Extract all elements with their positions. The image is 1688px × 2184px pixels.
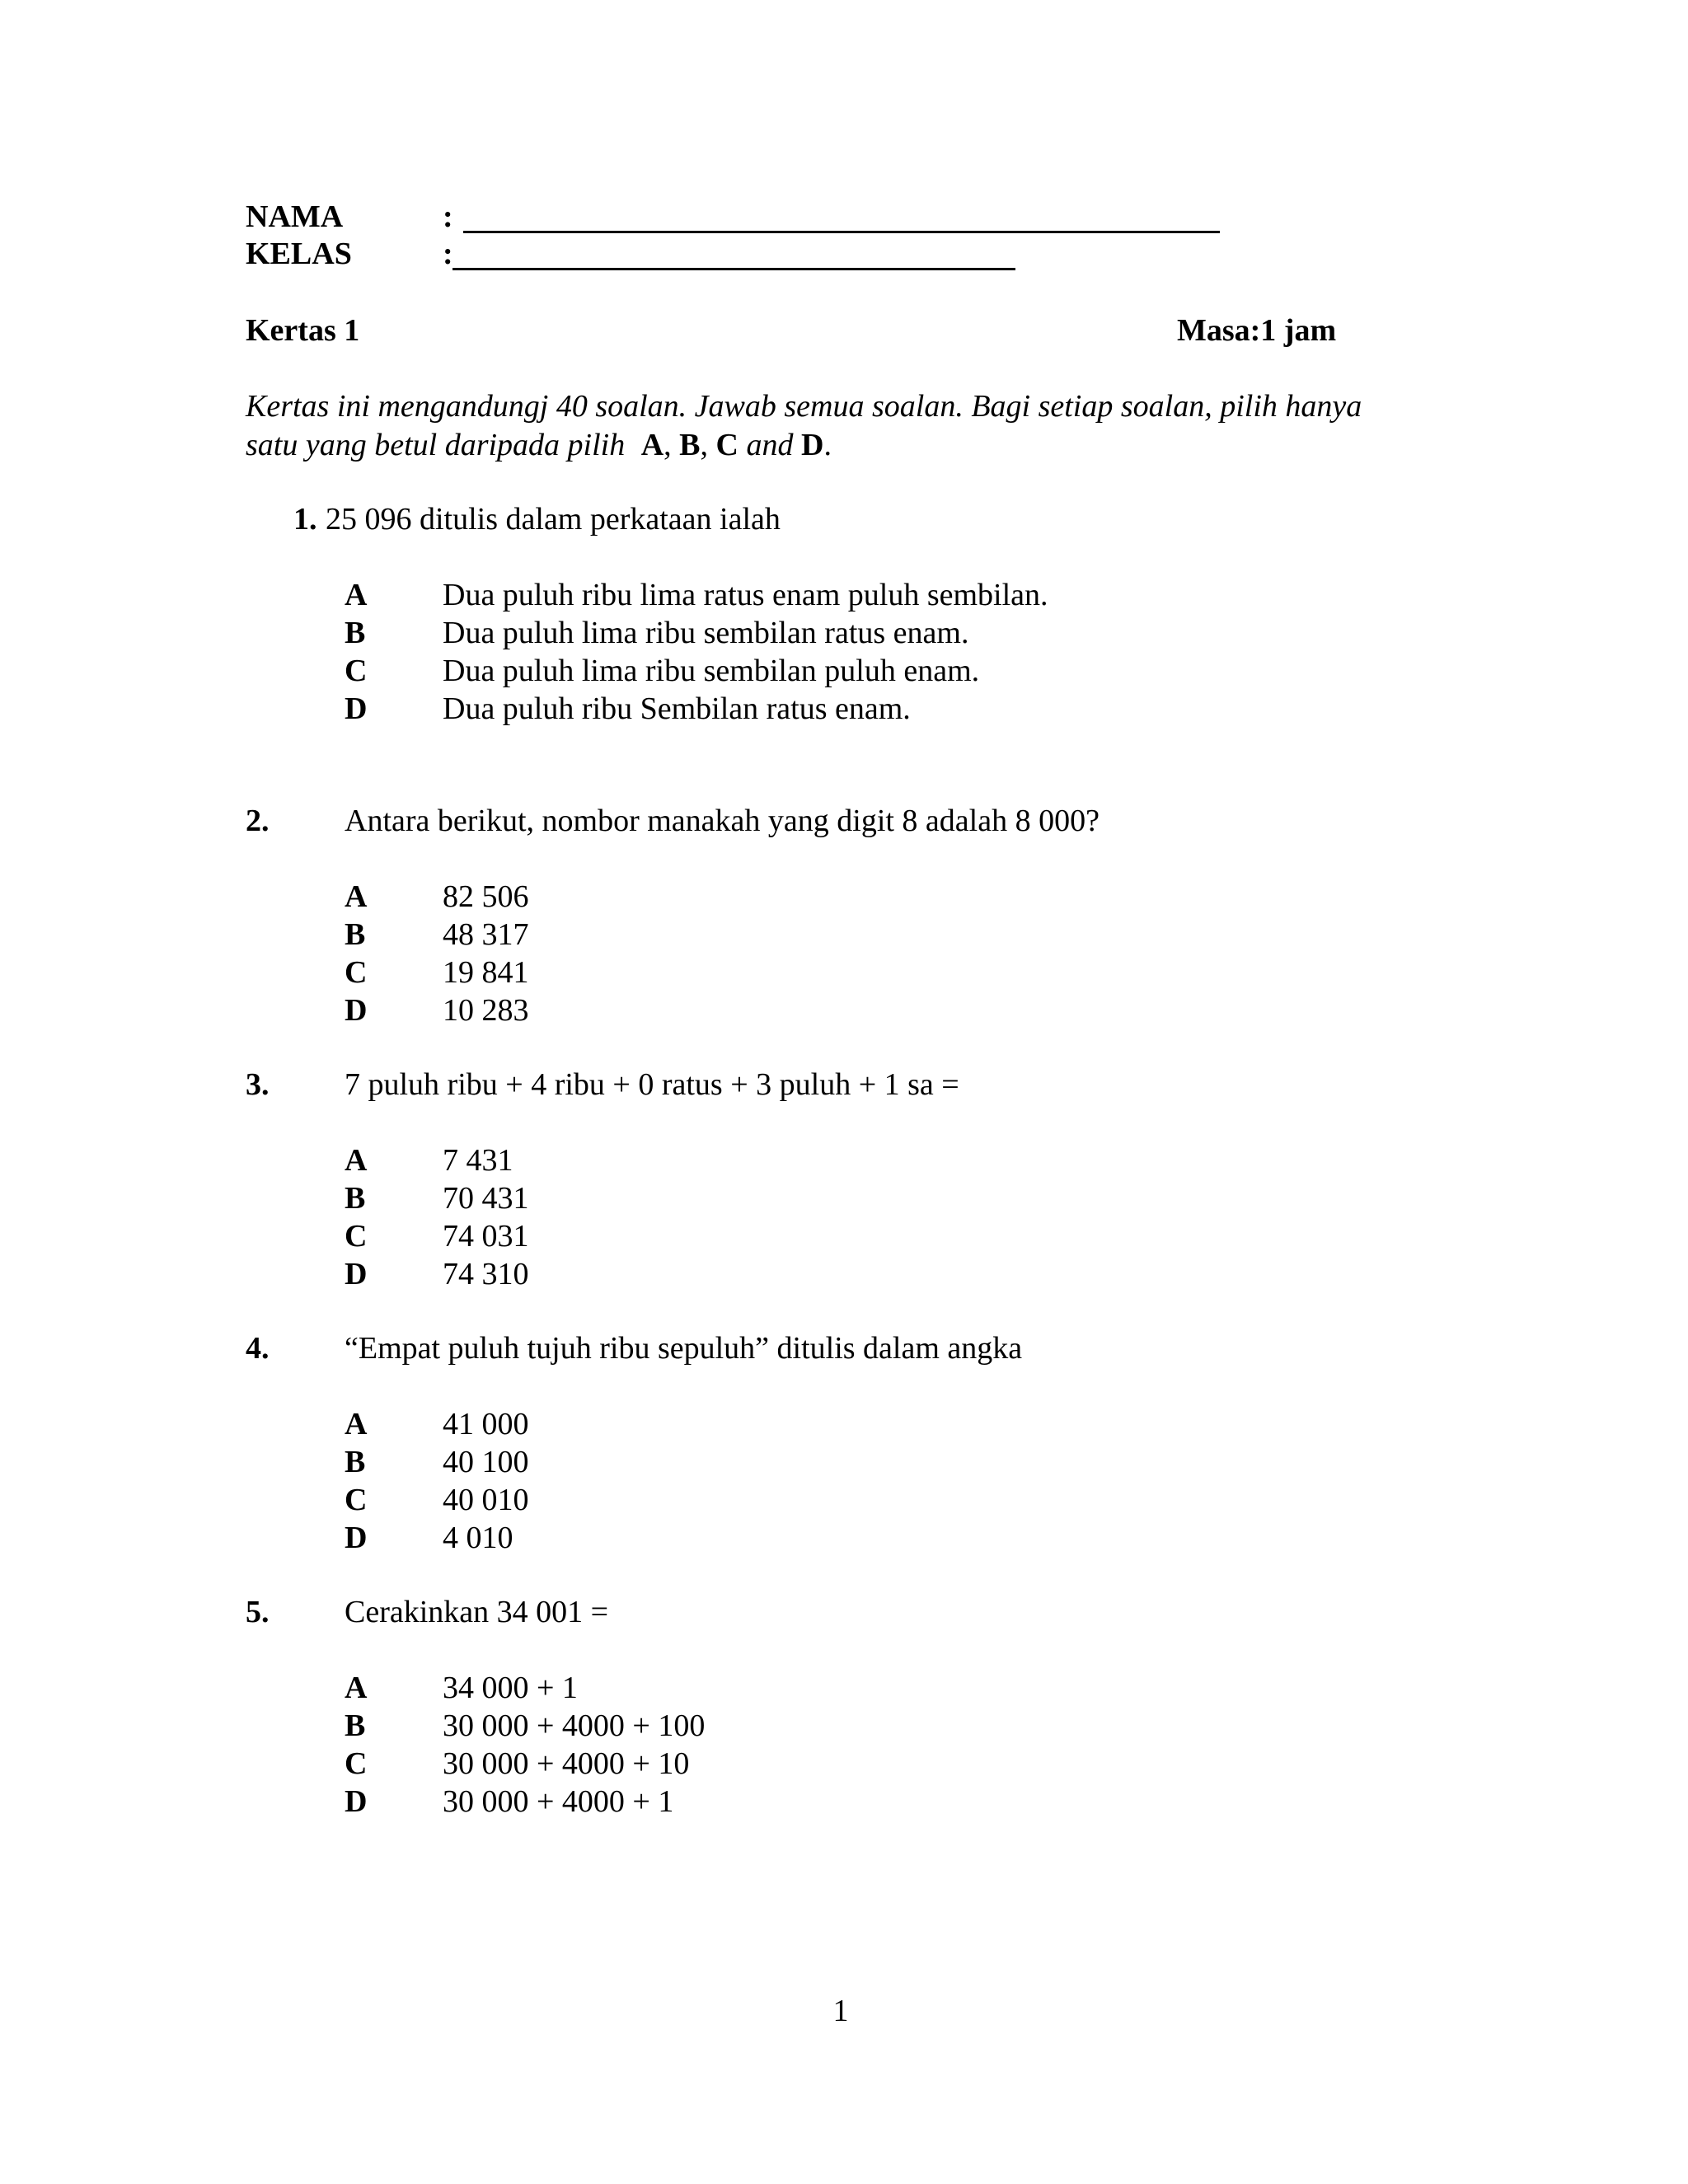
option-letter-a: A	[345, 1671, 368, 1705]
question-number: 4.	[246, 1331, 270, 1366]
option-text-d[interactable]: Dua puluh ribu Sembilan ratus enam.	[443, 691, 911, 726]
option-text-b[interactable]: Dua puluh lima ribu sembilan ratus enam.	[443, 616, 969, 650]
option-letter-d: D	[345, 1257, 368, 1291]
name-input-line[interactable]	[463, 231, 1220, 233]
option-text-c[interactable]: Dua puluh lima ribu sembilan puluh enam.	[443, 654, 980, 688]
instructions-prefix: satu yang betul daripada pilih	[246, 428, 626, 462]
option-letter-c: C	[345, 1219, 368, 1254]
question-text: Antara berikut, nombor manakah yang digit 8 adalah 8 000?	[345, 804, 1100, 838]
option-text-c[interactable]: 40 010	[443, 1483, 529, 1517]
option-letter-a: A	[345, 1143, 368, 1178]
paper-label: Kertas 1	[246, 313, 360, 348]
instructions-line-2	[246, 426, 832, 464]
option-letter-b: B	[345, 1708, 366, 1743]
option-letter-c: C	[345, 1746, 368, 1781]
option-text-b[interactable]: 70 431	[443, 1181, 529, 1216]
question-number: 2.	[246, 804, 270, 838]
instructions-option-d: D	[800, 428, 824, 462]
question-number: 5.	[246, 1595, 270, 1629]
option-letter-d: D	[345, 1521, 368, 1555]
page-number: 1	[832, 1994, 849, 2028]
option-letter-c: C	[345, 955, 368, 990]
instructions-period: .	[823, 428, 832, 462]
option-letter-a: A	[345, 578, 368, 612]
option-text-a[interactable]: 7 431	[443, 1143, 513, 1178]
option-letter-d: D	[345, 993, 368, 1028]
option-text-d[interactable]: 10 283	[443, 993, 529, 1028]
class-colon: :	[443, 237, 453, 271]
option-text-a[interactable]: Dua puluh ribu lima ratus enam puluh sembilan.	[443, 578, 1048, 612]
time-label: Masa:1 jam	[1177, 313, 1337, 348]
option-letter-d: D	[345, 1784, 368, 1819]
class-label: KELAS	[246, 237, 352, 271]
instructions-and: and	[746, 428, 794, 462]
option-text-d[interactable]: 74 310	[443, 1257, 529, 1291]
option-letter-d: D	[345, 691, 368, 726]
name-colon: :	[443, 199, 453, 234]
question-number: 3.	[246, 1067, 270, 1102]
option-text-c[interactable]: 30 000 + 4000 + 10	[443, 1746, 690, 1781]
instructions-option-a: A	[640, 428, 664, 462]
option-text-d[interactable]: 30 000 + 4000 + 1	[443, 1784, 674, 1819]
option-text-c[interactable]: 74 031	[443, 1219, 529, 1254]
option-text-c[interactable]: 19 841	[443, 955, 529, 990]
option-letter-b: B	[345, 1445, 366, 1479]
option-letter-b: B	[345, 616, 366, 650]
question-text: “Empat puluh tujuh ribu sepuluh” ditulis dalam angka	[345, 1331, 1023, 1366]
question-text: 25 096 ditulis dalam perkataan ialah	[326, 502, 781, 537]
option-text-b[interactable]: 48 317	[443, 917, 529, 952]
question-number: 1.	[293, 502, 317, 537]
option-text-d[interactable]: 4 010	[443, 1521, 513, 1555]
option-letter-a: A	[345, 1407, 368, 1441]
instructions-option-c: C	[715, 428, 738, 462]
option-letter-c: C	[345, 654, 368, 688]
option-letter-b: B	[345, 1181, 366, 1216]
question-text: 7 puluh ribu + 4 ribu + 0 ratus + 3 puluh + 1 sa =	[345, 1067, 959, 1102]
option-text-b[interactable]: 40 100	[443, 1445, 529, 1479]
name-label: NAMA	[246, 199, 344, 234]
option-letter-a: A	[345, 879, 368, 914]
option-text-a[interactable]: 41 000	[443, 1407, 529, 1441]
instructions-comma: ,	[700, 428, 709, 462]
class-input-line[interactable]	[452, 268, 1015, 270]
option-text-a[interactable]: 82 506	[443, 879, 529, 914]
instructions-comma: ,	[663, 428, 672, 462]
option-text-a[interactable]: 34 000 + 1	[443, 1671, 578, 1705]
option-text-b[interactable]: 30 000 + 4000 + 100	[443, 1708, 706, 1743]
question-text: Cerakinkan 34 001 =	[345, 1595, 609, 1629]
instructions-line-1: Kertas ini mengandungj 40 soalan. Jawab semua soalan. Bagi setiap soalan, pilih hanya	[246, 389, 1362, 424]
option-letter-b: B	[345, 917, 366, 952]
option-letter-c: C	[345, 1483, 368, 1517]
instructions-option-b: B	[679, 428, 701, 462]
